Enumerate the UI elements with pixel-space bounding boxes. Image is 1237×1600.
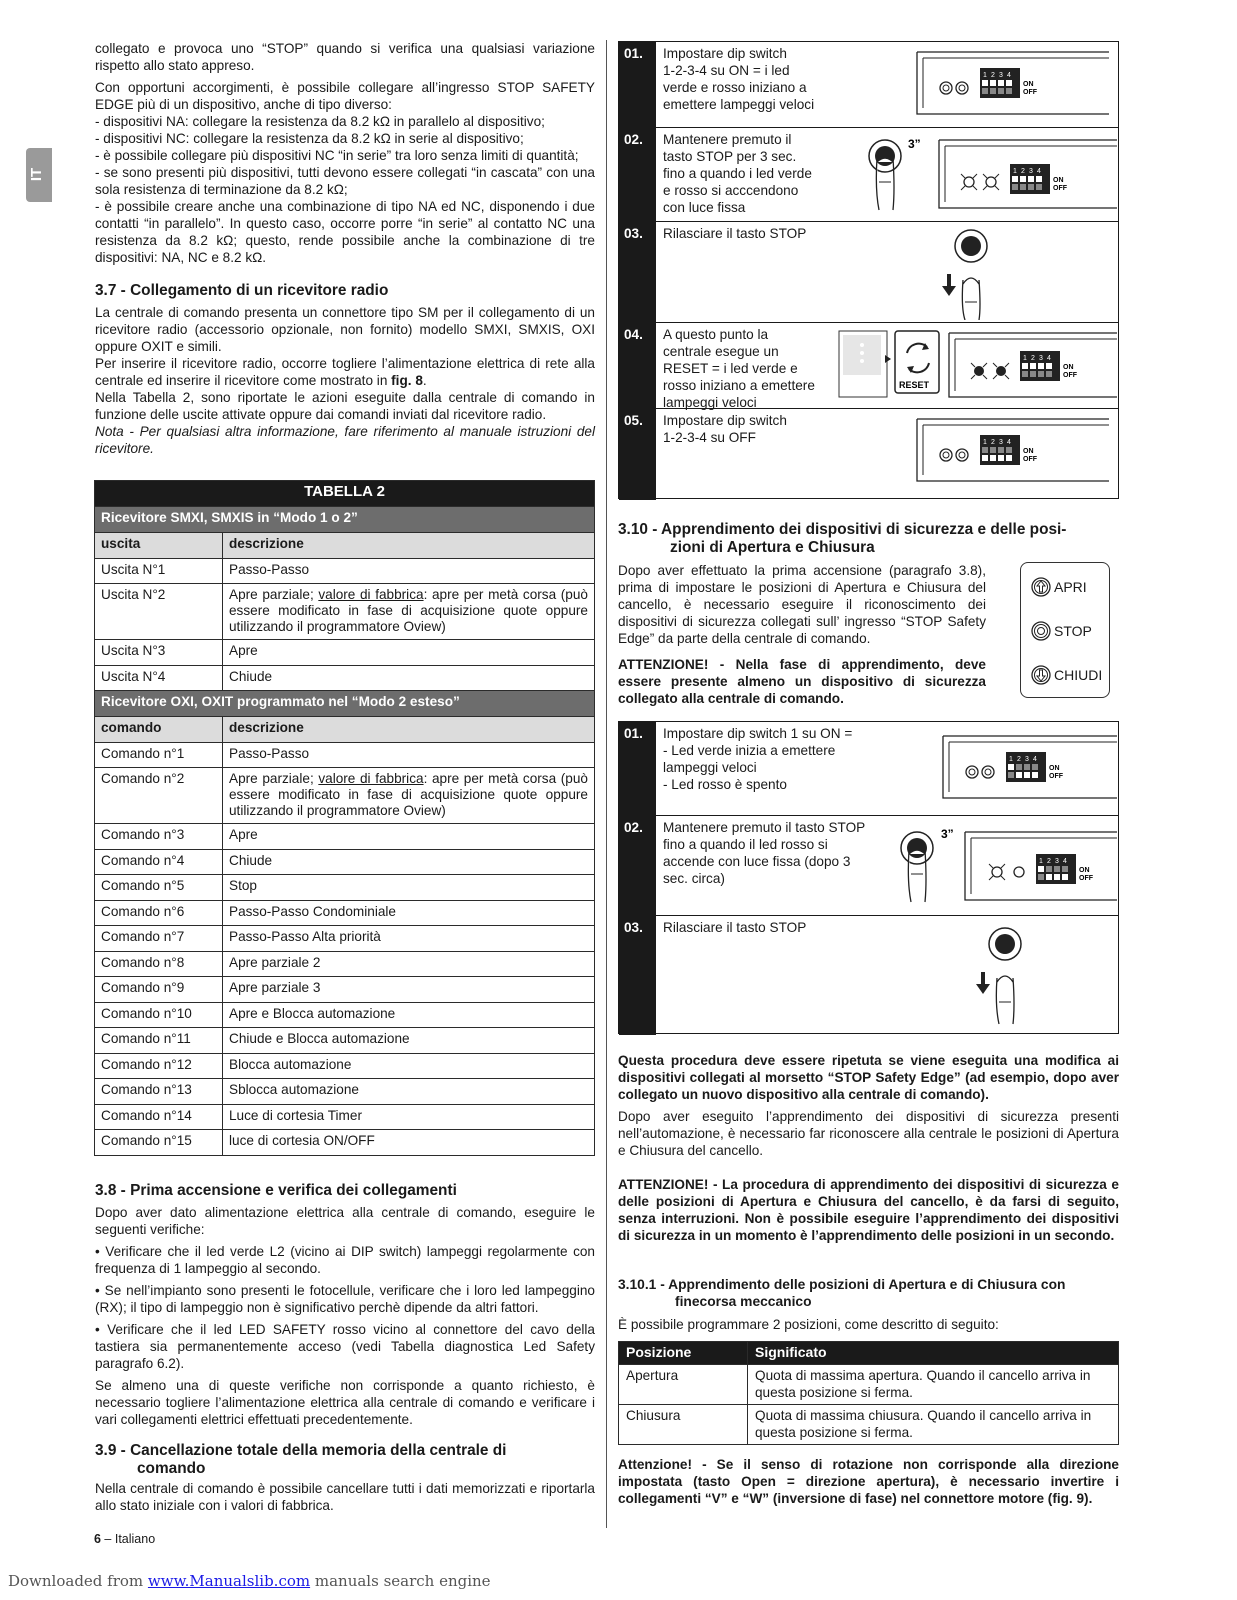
cell-comando: Comando n°10 [95, 1002, 223, 1028]
p310-2: Dopo aver eseguito l’apprendimento dei dispositivi di sicurezza presenti nell’automazione, è necessario far riconoscere alla centrale le posizioni di Apertura e Chiusura del cancello. [618, 1109, 1119, 1158]
fig8-ref: fig. 8 [391, 373, 423, 388]
stop-button[interactable] [1031, 619, 1092, 643]
step-line: 1-2-3-4 su ON = i led [663, 63, 790, 78]
tabella-2-title: TABELLA 2 [95, 481, 595, 507]
cell-uscita: Uscita N°3 [95, 640, 223, 666]
step-number: 02. [619, 816, 656, 915]
step-02 [619, 128, 1118, 222]
cell-descrizione: Apre [223, 640, 595, 666]
step-line: - Led rosso è spento [663, 777, 787, 792]
p310-attention: ATTENZIONE! - Nella fase di apprendimento, deve essere presente almeno un dispositivo di sicurezza collegato alla centrale di comando. [618, 657, 986, 706]
left-lower [95, 1182, 595, 1514]
cell-descrizione: Sblocca automazione [223, 1079, 595, 1105]
heading-3-8: 3.8 - Prima accensione e verifica dei collegamenti [95, 1182, 457, 1199]
step-line: centrale esegue un [663, 344, 779, 359]
heading-3-9 [95, 1442, 595, 1478]
cell-comando: Comando n°7 [95, 926, 223, 952]
p310-attention-2: ATTENZIONE! - La procedura di apprendimento dei dispositivi di sicurezza e delle posizioni di Apertura e Chiusura del cancello, è da farsi di seguito, senza interruzioni. Non è possibile eseguire l’apprendimento dei dispositivi di sicurezza in un momento è l’apprendimento delle posizioni in un secondo. [618, 1177, 1119, 1243]
step-04 [619, 323, 1118, 409]
p38-bullet-3: • Verificare che il led LED SAFETY rosso vicino al connettore del cavo della tastiera sia permanentemente acceso (vedi Tabella diagnostica Led Safety paragrafo 6.2). [95, 1322, 595, 1371]
table-row [95, 824, 595, 850]
page-footer [94, 1532, 155, 1546]
on-label: ON [1079, 867, 1090, 874]
dip-digit: 2 [1021, 168, 1025, 175]
table-row [95, 1028, 595, 1054]
cell-text: Apre parziale; [229, 587, 319, 602]
cell-descrizione: Blocca automazione [223, 1053, 595, 1079]
cell-descrizione [223, 584, 595, 640]
step-line: RESET = i led verde e [663, 361, 798, 376]
step-line: e rosso si acccendono [663, 183, 799, 198]
cell-descrizione [223, 768, 595, 824]
table-row [95, 1053, 595, 1079]
heading-3-10-line1: 3.10 - Apprendimento dei dispositivi di sicurezza e delle posi- [618, 521, 1067, 538]
dip-digit: 3 [999, 439, 1003, 446]
cell-comando: Comando n°12 [95, 1053, 223, 1079]
cell-descrizione: Apre e Blocca automazione [223, 1002, 595, 1028]
language-tab [26, 148, 52, 202]
table-row [95, 640, 595, 666]
heading-3-10-1-line2: finecorsa meccanico [675, 1294, 812, 1309]
step-text [663, 225, 806, 242]
dip-digit: 1 [983, 72, 987, 79]
step-line: Mantenere premuto il tasto STOP [663, 820, 866, 835]
heading-3-7: 3.7 - Collegamento di un ricevitore radio [95, 282, 389, 299]
bullet-cascade: - se sono presenti più dispositivi, tutti devono essere collegati “in cascata” con una sola resistenza di terminazione da 8.2 kΩ; [95, 165, 595, 197]
step-number: 01. [619, 42, 656, 127]
step-line: sec. circa) [663, 871, 725, 886]
table-row [619, 1405, 1119, 1445]
p39: Nella centrale di comando è possibile cancellare tutti i dati memorizzati e riportarla allo stato iniziale con i valori di fabbrica. [95, 1481, 595, 1513]
release-stop-diagram-icon [937, 228, 997, 320]
step-text [663, 326, 815, 411]
cell-uscita: Uscita N°2 [95, 584, 223, 640]
col-header-posizione: Posizione [619, 1342, 748, 1365]
step-01 [619, 722, 1118, 816]
time-label: 3” [941, 827, 954, 841]
cell-comando: Comando n°2 [95, 768, 223, 824]
dip-digit: 2 [991, 72, 995, 79]
cell-significato: Quota di massima chiusura. Quando il cancello arriva in questa posizione si ferma. [748, 1405, 1119, 1445]
cell-comando: Comando n°11 [95, 1028, 223, 1054]
cell-comando: Comando n°3 [95, 824, 223, 850]
arrow-down-icon [1031, 665, 1051, 685]
dip-digit: 1 [1009, 756, 1013, 763]
cell-comando: Comando n°15 [95, 1130, 223, 1156]
step-number: 03. [619, 916, 656, 1035]
col-header-comando: comando [95, 717, 223, 743]
on-label: ON [1063, 364, 1074, 371]
step-line: Impostare dip switch [663, 46, 787, 61]
step-line: Rilasciare il tasto STOP [663, 226, 807, 241]
col-header-significato: Significato [748, 1342, 1119, 1365]
cell-comando: Comando n°8 [95, 951, 223, 977]
cell-underline: valore di fabbrica [318, 771, 424, 786]
step-number: 01. [619, 722, 656, 815]
p38-bullet-1: • Verificare che il led verde L2 (vicino ai DIP switch) lampeggi regolarmente con frequenza di 1 lampeggio al secondo. [95, 1244, 595, 1276]
cell-descrizione: Passo-Passo [223, 558, 595, 584]
table-row [95, 1002, 595, 1028]
dip-digit: 3 [1025, 756, 1029, 763]
cell-comando: Comando n°6 [95, 900, 223, 926]
dip-digit: 2 [991, 439, 995, 446]
step-line: A questo punto la [663, 327, 769, 342]
step-line: fino a quando il led rosso si [663, 837, 828, 852]
off-label: OFF [1023, 89, 1037, 96]
p37-2-text: Per inserire il ricevitore radio, occorre togliere l’alimentazione elettrica di rete alla centrale ed inserire il ricevitore come mostrato in [95, 356, 595, 388]
dip-digit: 3 [1039, 355, 1043, 362]
stop-icon [1031, 621, 1051, 641]
step-number: 03. [619, 222, 656, 322]
dip-digit: 1 [1013, 168, 1017, 175]
bullet-na: - dispositivi NA: collegare la resistenza da 8.2 kΩ in parallelo al dispositivo; [95, 114, 545, 129]
cell-uscita: Uscita N°1 [95, 558, 223, 584]
step-02 [619, 816, 1118, 916]
cell-comando: Comando n°9 [95, 977, 223, 1003]
cell-descrizione: Chiude [223, 665, 595, 691]
step-03 [619, 916, 1118, 1035]
col-header-descrizione: descrizione [223, 533, 595, 559]
chiudi-button[interactable] [1031, 663, 1102, 687]
step-line: Impostare dip switch [663, 413, 787, 428]
cell-descrizione: Luce di cortesia Timer [223, 1104, 595, 1130]
language-tab-label: IT [28, 167, 46, 182]
column-divider [606, 40, 607, 1528]
cell-text: Apre parziale; [229, 771, 319, 786]
step-line: rosso iniziano a emettere [663, 378, 815, 393]
cell-text: : apre per metà corsa (può essere modificato in fase di acquisizione quote oppure utilizzando il programmatore Oview) [229, 771, 588, 818]
press-stop-diagram-icon [863, 130, 1119, 218]
cell-underline: valore di fabbrica [318, 587, 424, 602]
step-03 [619, 222, 1118, 323]
step-line: verde e rosso iniziano a [663, 80, 807, 95]
apri-label: APRI [1054, 579, 1087, 595]
table-row [95, 875, 595, 901]
bullet-combo: - è possibile creare anche una combinazione di tipo NA ed NC, disponendo i due contatti “in parallelo”. In questo caso, occorre porre “in serie” al contatto NC una resistenza da 8.2 kΩ; questo, rende possibile anche la combinazione di tre dispositivi: NA, NC e 8.2 kΩ. [95, 199, 595, 265]
dip-digit: 4 [1063, 858, 1067, 865]
table-row [95, 742, 595, 768]
cell-descrizione: Chiude [223, 849, 595, 875]
cell-descrizione: luce di cortesia ON/OFF [223, 1130, 595, 1156]
p37-3: Nella Tabella 2, sono riportate le azioni eseguite dalla centrale di comando in funzione delle uscite attivate oppure dai comandi inviati dal ricevitore radio. [95, 390, 595, 422]
table-row [95, 665, 595, 691]
page-language: – Italiano [100, 1532, 156, 1546]
dip-digit: 3 [1055, 858, 1059, 865]
p37-2-end: . [422, 373, 427, 388]
cell-comando: Comando n°14 [95, 1104, 223, 1130]
reset-label: RESET [899, 380, 930, 390]
step-text [663, 819, 865, 887]
step-text [663, 725, 852, 793]
p38-1: Dopo aver dato alimentazione elettrica alla centrale di comando, eseguire le seguenti verifiche: [95, 1205, 595, 1237]
board-diagram-icon [909, 415, 1119, 487]
cell-posizione: Apertura [619, 1365, 748, 1405]
bullet-nc: - dispositivi NC: collegare la resistenza da 8.2 kΩ in serie al dispositivo; [95, 131, 524, 146]
section-smxi: Ricevitore SMXI, SMXIS in “Modo 1 o 2” [95, 507, 595, 533]
button-panel [1020, 562, 1110, 698]
heading-3-10-line2: zioni di Apertura e Chiusura [670, 539, 875, 556]
heading-3-10-1-line1: 3.10.1 - Apprendimento delle posizioni di Apertura e di Chiusura con [618, 1277, 1066, 1292]
download-suffix: manuals search engine [310, 1572, 491, 1590]
heading-3-9-line1: 3.9 - Cancellazione totale della memoria della centrale di [95, 1442, 507, 1459]
cell-descrizione: Apre parziale 3 [223, 977, 595, 1003]
connect-paragraph: Con opportuni accorgimenti, è possibile collegare all’ingresso STOP SAFETY EDGE più di un dispositivo, anche di tipo diverso: [95, 80, 595, 112]
reset-diagram-icon [837, 327, 1119, 403]
p38-bullet-2: • Se nell’impianto sono presenti le fotocellule, verificare che i loro led lampeggino (RX); il tipo di lampeggio non è significativo perchè dipende da altri fattori. [95, 1283, 595, 1315]
step-05 [619, 409, 1118, 500]
step-line: lampeggi veloci [663, 760, 757, 775]
table-row [95, 768, 595, 824]
bullet-series: - è possibile collegare più dispositivi NC “in serie” tra loro senza limiti di quantità; [95, 148, 579, 163]
off-label: OFF [1053, 185, 1067, 192]
step-line: fino a quando i led verde [663, 166, 812, 181]
cell-uscita: Uscita N°4 [95, 665, 223, 691]
p38-2: Se almeno una di queste verifiche non corrisponde a quanto richiesto, è necessario togliere l’alimentazione elettrica alla centrale di comando e verificare i vari collegamenti elettrici effettuati precedentemente. [95, 1378, 595, 1427]
apri-button[interactable] [1031, 575, 1087, 599]
dip-digit: 3 [1029, 168, 1033, 175]
table-row [95, 849, 595, 875]
dip-digit: 1 [983, 439, 987, 446]
off-label: OFF [1063, 372, 1077, 379]
off-label: OFF [1049, 773, 1063, 780]
dip-digit: 1 [1039, 858, 1043, 865]
tabella-2 [94, 480, 595, 1156]
table-row [95, 1079, 595, 1105]
heading-3-10-1 [618, 1276, 1119, 1310]
heading-3-10 [618, 521, 1119, 557]
cell-comando: Comando n°4 [95, 849, 223, 875]
col-header-uscita: uscita [95, 533, 223, 559]
step-line: - Led verde inizia a emettere [663, 743, 836, 758]
table-row [95, 951, 595, 977]
step-line: emettere lampeggi veloci [663, 97, 815, 112]
dip-digit: 2 [1031, 355, 1035, 362]
step-line: Rilasciare il tasto STOP [663, 920, 807, 935]
cell-posizione: Chiusura [619, 1405, 748, 1445]
dip-digit: 4 [1007, 439, 1011, 446]
heading-3-9-line2: comando [137, 1460, 206, 1477]
chiudi-label: CHIUDI [1054, 667, 1103, 683]
step-text [663, 412, 787, 446]
table-row [619, 1365, 1119, 1405]
cell-descrizione: Apre parziale 2 [223, 951, 595, 977]
step-text [663, 919, 806, 936]
table-row [95, 977, 595, 1003]
stop-label: STOP [1054, 623, 1092, 639]
steps-box-1 [618, 41, 1119, 499]
board-diagram-icon [939, 732, 1119, 804]
p37-2 [95, 355, 595, 389]
step-01 [619, 42, 1118, 128]
step-number: 05. [619, 409, 656, 500]
cell-descrizione: Passo-Passo [223, 742, 595, 768]
cell-descrizione: Passo-Passo Condominiale [223, 900, 595, 926]
p3101: È possibile programmare 2 posizioni, come descritto di seguito: [618, 1317, 999, 1332]
p310-1: Dopo aver effettuato la prima accensione (paragrafo 3.8), prima di impostare le posizioni di Apertura e Chiusura del cancello, è necessario eseguire il riconoscimento dei dispositivi di sicurezza collegati sull’ ingresso “STOP Safety Edge” da parte della centrale di comando. [618, 563, 986, 646]
off-label: OFF [1079, 875, 1093, 882]
step-line: tasto STOP per 3 sec. [663, 149, 797, 164]
release-stop-diagram-icon [971, 926, 1031, 1026]
cell-descrizione: Apre [223, 824, 595, 850]
cell-descrizione: Passo-Passo Alta priorità [223, 926, 595, 952]
arrow-up-icon [1031, 577, 1051, 597]
step-line: accende con luce fissa (dopo 3 [663, 854, 851, 869]
dip-digit: 3 [999, 72, 1003, 79]
on-label: ON [1053, 177, 1064, 184]
time-label: 3” [908, 137, 921, 151]
dip-digit: 4 [1007, 72, 1011, 79]
dip-digit: 4 [1047, 355, 1051, 362]
step-number: 02. [619, 128, 656, 221]
table-row [95, 926, 595, 952]
table-row [95, 558, 595, 584]
download-footer [8, 1572, 491, 1590]
table-row [95, 1130, 595, 1156]
table-row [95, 900, 595, 926]
step-line: Impostare dip switch 1 su ON = [663, 726, 853, 741]
step-number: 04. [619, 323, 656, 408]
cell-descrizione: Stop [223, 875, 595, 901]
download-prefix: Downloaded from [8, 1572, 148, 1590]
p310-repeat: Questa procedura deve essere ripetuta se viene eseguita una modifica ai dispositivi collegati al morsetto “STOP Safety Edge” (ad esempio, dopo aver collegato un nuovo dispositivo alla centrale di comando). [618, 1053, 1119, 1102]
positions-table [618, 1341, 1119, 1445]
cell-comando: Comando n°1 [95, 742, 223, 768]
col-header-descrizione: descrizione [223, 717, 595, 743]
intro-paragraph: collegato e provoca uno “STOP” quando si verifica una qualsiasi variazione rispetto allo stato appreso. [95, 41, 595, 73]
dip-digit: 4 [1037, 168, 1041, 175]
left-column [95, 40, 595, 457]
cell-comando: Comando n°5 [95, 875, 223, 901]
cell-descrizione: Chiude e Blocca automazione [223, 1028, 595, 1054]
p37-note: Nota - Per qualsiasi altra informazione, fare riferimento al manuale istruzioni del ricevitore. [95, 424, 595, 456]
step-text [663, 45, 814, 113]
on-label: ON [1023, 81, 1034, 88]
press-stop-diagram-icon [895, 822, 1119, 910]
manualslib-link[interactable]: www.Manualslib.com [147, 1572, 311, 1590]
cell-text: : apre per metà corsa (può essere modificato in fase di acquisizione quote oppure utilizzando il programmatore Oview) [229, 587, 588, 634]
page-number: 6 [94, 1532, 101, 1546]
dip-digit: 2 [1017, 756, 1021, 763]
board-diagram-icon [909, 48, 1119, 120]
step-line: Mantenere premuto il [663, 132, 792, 147]
step-text [663, 131, 812, 216]
section-oxi: Ricevitore OXI, OXIT programmato nel “Modo 2 esteso” [95, 691, 595, 717]
step-line: 1-2-3-4 su OFF [663, 430, 756, 445]
steps-box-2 [618, 721, 1119, 1034]
table-row [95, 584, 595, 640]
dip-digit: 1 [1023, 355, 1027, 362]
table-row [95, 1104, 595, 1130]
step-line: con luce fissa [663, 200, 746, 215]
on-label: ON [1049, 765, 1060, 772]
cell-significato: Quota di massima apertura. Quando il cancello arriva in questa posizione si ferma. [748, 1365, 1119, 1405]
dip-digit: 4 [1033, 756, 1037, 763]
cell-comando: Comando n°13 [95, 1079, 223, 1105]
p37-1: La centrale di comando presenta un connettore tipo SM per il collegamento di un ricevitore radio (accessorio opzionale, non fornito) modello SMXI, SMXIS, OXI oppure OXIT e simili. [95, 305, 595, 354]
dip-digit: 2 [1047, 858, 1051, 865]
off-label: OFF [1023, 456, 1037, 463]
step-line: lampeggi veloci [663, 395, 757, 410]
p-final-attention: Attenzione! - Se il senso di rotazione non corrisponde alla direzione impostata (tasto Open = direzione apertura), è necessario invertire i collegamenti “V” e “W” (inversione di fase) nel connettore motore (fig. 9). [618, 1457, 1119, 1506]
on-label: ON [1023, 448, 1034, 455]
